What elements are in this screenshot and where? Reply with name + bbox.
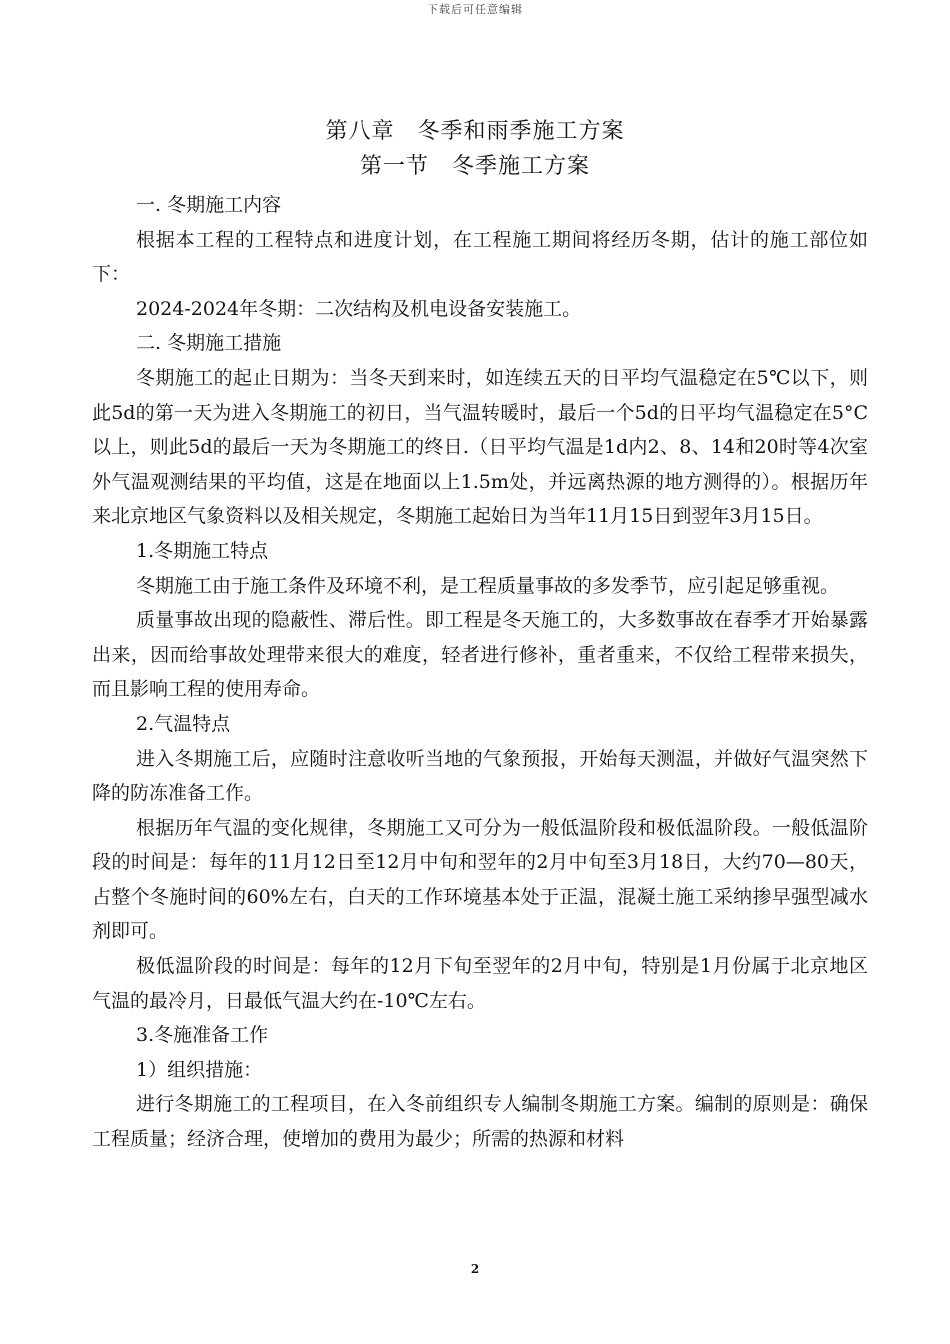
subheading-preparation: 3.冬施准备工作	[136, 1024, 269, 1047]
paragraph: 根据本工程的工程特点和进度计划，在工程施工期间将经历冬期，估计的施工部位如下：	[92, 228, 868, 286]
paragraph: 冬期施工的起止日期为：当冬天到来时，如连续五天的日平均气温稳定在5℃以下，则此5d的第一天为进入冬期施工的初日，当气温转暖时，最后一个5d的日平均气温稳定在5°C以上，则此5d的最后一天为冬期施工的终日.（日平均气温是1d内2、8、14和20时等4次室外气温观测结果的平均值，这是在地面以上1.5m处，并远离热源的地方测得的）。根据历年来北京地区气象资料以及相关规定，冬期施工起始日为当年11月15日到翌年3月15日。	[92, 366, 868, 528]
chapter-title: 第八章 冬季和雨季施工方案	[325, 119, 625, 144]
paragraph: 进入冬期施工后，应随时注意收听当地的气象预报，开始每天测温，并做好气温突然下降的防冻准备工作。	[92, 747, 868, 805]
subheading-organization: 1）组织措施：	[136, 1058, 263, 1081]
section-title: 第一节 冬季施工方案	[359, 154, 590, 179]
paragraph: 极低温阶段的时间是：每年的12月下旬至翌年的2月中旬，特别是1月份属于北京地区气温的最冷月，日最低气温大约在-10℃左右。	[92, 955, 868, 1012]
paragraph: 根据历年气温的变化规律，冬期施工又可分为一般低温阶段和极低温阶段。一般低温阶段的时间是：每年的11月12日至12月中旬和翌年的2月中旬至3月18日，大约70—80天，占整个冬施时间的60%左右，白天的工作环境基本处于正温，混凝土施工采纳掺早强型减水剂即可。	[92, 816, 868, 943]
document-body	[92, 188, 868, 1157]
paragraph: 冬期施工由于施工条件及环境不利，是工程质量事故的多发季节，应引起足够重视。	[136, 574, 840, 597]
subheading-winter-features: 1.冬期施工特点	[136, 539, 269, 562]
header-note: 下载后可任意编辑	[427, 3, 523, 16]
heading-winter-content: 一. 冬期施工内容	[136, 194, 282, 216]
subheading-temperature-features: 2.气温特点	[136, 712, 231, 735]
heading-winter-measures: 二. 冬期施工措施	[136, 332, 282, 355]
paragraph: 质量事故出现的隐蔽性、滞后性。即工程是冬天施工的，大多数事故在春季才开始暴露出来，因而给事故处理带来很大的难度，轻者进行修补，重者重来，不仅给工程带来损失，而且影响工程的使用寿命。	[92, 609, 868, 701]
paragraph: 进行冬期施工的工程项目，在入冬前组织专人编制冬期施工方案。编制的原则是：确保工程质量；经济合理，使增加的费用为最少；所需的热源和材料	[92, 1093, 868, 1151]
paragraph: 2024-2024年冬期：二次结构及机电设备安装施工。	[136, 297, 582, 320]
page-number: 2	[470, 1262, 480, 1276]
